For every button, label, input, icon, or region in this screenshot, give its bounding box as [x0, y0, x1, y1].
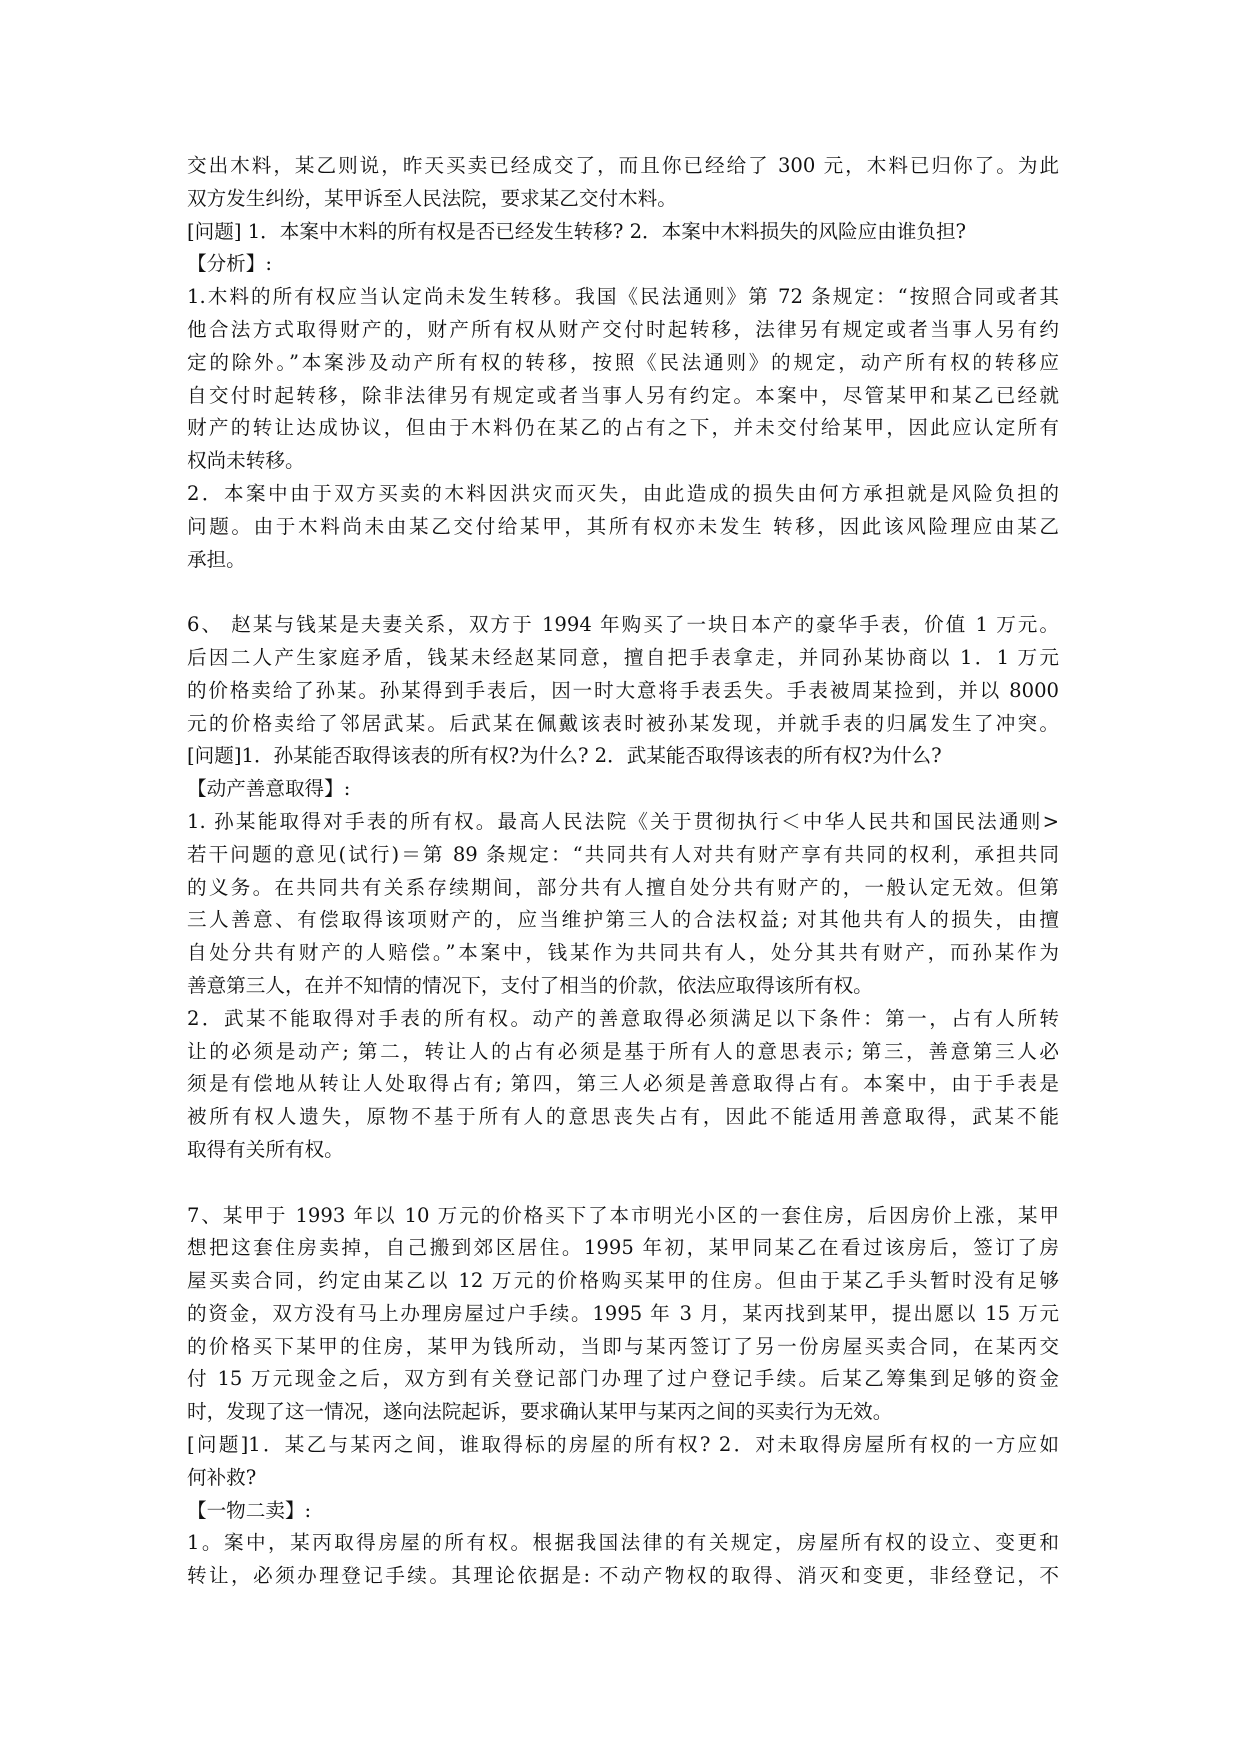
text-line: 自交付时起转移，除非法律另有规定或者当事人另有约定。本案中，尽管某甲和某乙已经就 — [187, 383, 1059, 407]
text-line: 若干问题的意见(试行)＝第 89 条规定：“共同共有人对共有财产享有共同的权利，承担共同 — [187, 842, 1059, 866]
text-line: 让的必须是动产; 第二，转让人的占有必须是基于所有人的意思表示; 第三，善意第三人必 — [187, 1039, 1059, 1063]
document-section — [187, 609, 1059, 1167]
document-body — [187, 150, 1059, 1593]
text-line: 财产的转让达成协议，但由于木料仍在某乙的占有之下，并未交付给某甲，因此应认定所有 — [187, 416, 1059, 440]
text-line: 【一物二卖】: — [187, 1498, 312, 1522]
text-line: 【动产善意取得】: — [187, 777, 351, 801]
text-line: 交出木料，某乙则说，昨天买卖已经成交了，而且你已经给了 300 元，木料已归你了。为此 — [187, 154, 1059, 177]
text-line: 屋买卖合同，约定由某乙以 12 万元的价格购买某甲的住房。但由于某乙手头暂时没有足够 — [187, 1269, 1059, 1293]
text-line: 被所有权人遗失，原物不基于所有人的意思丧失占有，因此不能适用善意取得，武某不能 — [187, 1105, 1059, 1129]
text-line: 须是有偿地从转让人处取得占有; 第四，第三人必须是善意取得占有。本案中，由于手表是 — [187, 1072, 1059, 1096]
text-line: 【分析】: — [187, 252, 272, 276]
text-line: 权尚未转移。 — [187, 449, 305, 473]
text-line: 2．武某不能取得对手表的所有权。动产的善意取得必须满足以下条件：第一，占有人所转 — [187, 1006, 1059, 1030]
text-line: 的资金，双方没有马上办理房屋过户手续。1995 年 3 月，某丙找到某甲，提出愿以 15 万元 — [187, 1301, 1059, 1325]
text-line: 的价格买下某甲的住房，某甲为钱所动，当即与某丙签订了另一份房屋买卖合同，在某丙交 — [187, 1334, 1059, 1358]
text-line: 问题。由于木料尚未由某乙交付给某甲，其所有权亦未发生 转移，因此该风险理应由某乙 — [187, 514, 1059, 538]
text-line: 2．本案中由于双方买卖的木料因洪灾而灭失，由此造成的损失由何方承担就是风险负担的 — [187, 481, 1059, 505]
text-line: 善意第三人，在并不知情的情况下，支付了相当的价款，依法应取得该所有权。 — [187, 973, 873, 997]
text-line: 何补救? — [187, 1465, 257, 1489]
text-line: 后因二人产生家庭矛盾，钱某未经赵某同意，擅自把手表拿走，并同孙某协商以 1．1 万元 — [187, 645, 1059, 669]
text-line: 1。案中，某丙取得房屋的所有权。根据我国法律的有关规定，房屋所有权的设立、变更和 — [187, 1531, 1059, 1555]
text-line: [问题]1．孙某能否取得该表的所有权?为什么? 2．武某能否取得该表的所有权?为什么? — [187, 744, 942, 768]
text-line: 1. 孙某能取得对手表的所有权。最高人民法院《关于贯彻执行＜中华人民共和国民法通则> — [187, 809, 1059, 833]
text-line: 他合法方式取得财产的，财产所有权从财产交付时起转移，法律另有规定或者当事人另有约 — [187, 317, 1059, 341]
text-line: 付 15 万元现金之后，双方到有关登记部门办理了过户登记手续。后某乙筹集到足够的资金 — [187, 1367, 1059, 1391]
text-line: 承担。 — [187, 547, 246, 571]
paragraph-gap — [187, 1167, 1059, 1200]
text-line: 取得有关所有权。 — [187, 1137, 344, 1161]
text-line: 转让，必须办理登记手续。其理论依据是: 不动产物权的取得、消灭和变更，非经登记，不 — [187, 1564, 1059, 1588]
text-line: 时，发现了这一情况，遂向法院起诉，要求确认某甲与某丙之间的买卖行为无效。 — [187, 1400, 893, 1424]
document-section — [187, 150, 1059, 576]
text-line: 的价格卖给了孙某。孙某得到手表后，因一时大意将手表丢失。手表被周某捡到，并以 8000 — [187, 678, 1059, 702]
text-line: 想把这套住房卖掉，自己搬到郊区居住。1995 年初，某甲同某乙在看过该房后，签订了房 — [187, 1236, 1059, 1260]
text-line: 定的除外。”本案涉及动产所有权的转移，按照《民法通则》的规定，动产所有权的转移应 — [187, 350, 1059, 374]
text-line: 三人善意、有偿取得该项财产的，应当维护第三人的合法权益; 对其他共有人的损失，由擅 — [187, 908, 1059, 932]
text-line: 元的价格卖给了邻居武某。后武某在佩戴该表时被孙某发现，并就手表的归属发生了冲突。 — [187, 711, 1059, 735]
text-line: 6、 赵某与钱某是夫妻关系，双方于 1994 年购买了一块日本产的豪华手表，价值 1 万元。 — [187, 613, 1059, 637]
text-line: 双方发生纠纷，某甲诉至人民法院，要求某乙交付木料。 — [187, 186, 677, 210]
text-line: [问题]1．某乙与某丙之间，谁取得标的房屋的所有权? 2．对未取得房屋所有权的一方应如 — [187, 1433, 1059, 1457]
document-section — [187, 1200, 1059, 1594]
paragraph-gap — [187, 576, 1059, 609]
text-line: 自处分共有财产的人赔偿。”本案中，钱某作为共同共有人，处分其共有财产，而孙某作为 — [187, 941, 1059, 965]
text-line: [问题] 1．本案中木料的所有权是否已经发生转移? 2．本案中木料损失的风险应由谁负担? — [187, 219, 967, 243]
text-line: 1.木料的所有权应当认定尚未发生转移。我国《民法通则》第 72 条规定：“按照合同或者其 — [187, 285, 1059, 309]
text-line: 7、某甲于 1993 年以 10 万元的价格买下了本市明光小区的一套住房，后因房价上涨，某甲 — [187, 1203, 1059, 1227]
text-line: 的义务。在共同共有关系存续期间，部分共有人擅自处分共有财产的，一般认定无效。但第 — [187, 875, 1059, 899]
